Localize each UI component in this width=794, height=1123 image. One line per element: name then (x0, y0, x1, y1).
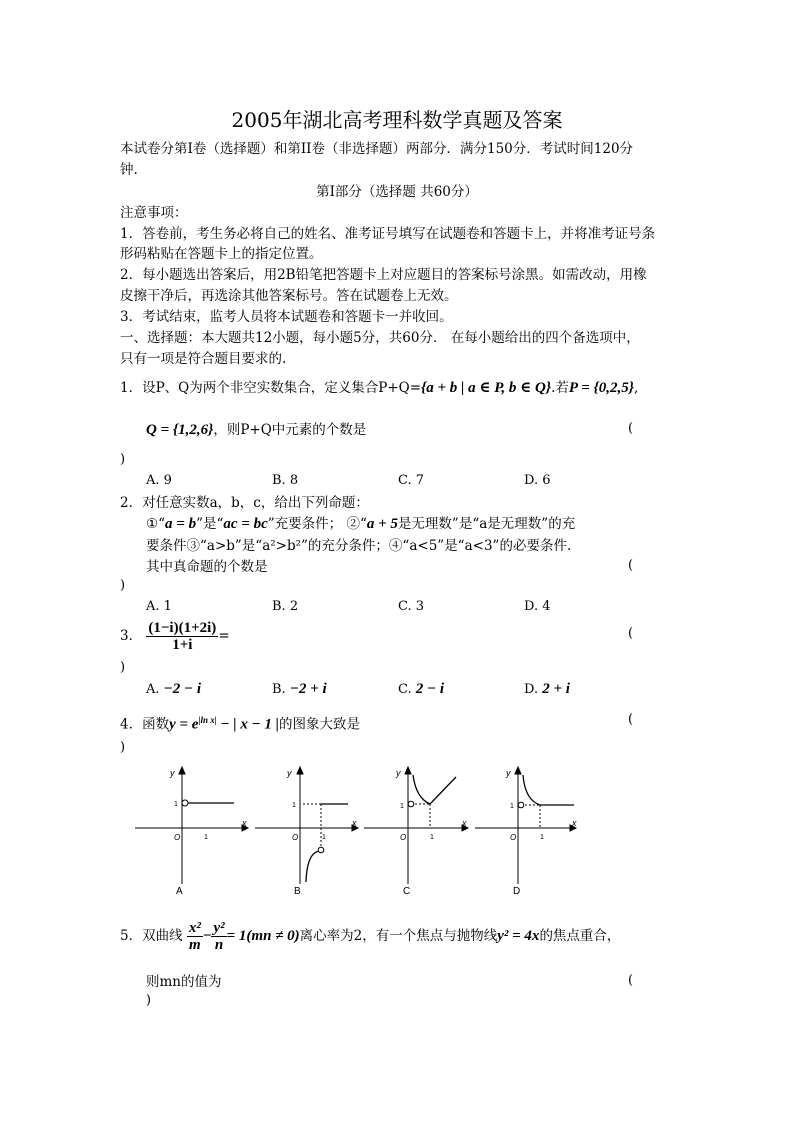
q5-mid: 离心率为2，有一个焦点与抛物线 (299, 928, 498, 944)
q3-option-d (524, 681, 570, 698)
graph-d-y-label: y (506, 768, 511, 778)
graph-a-one-x: 1 (204, 834, 208, 841)
q2-answer-paren-open: ( (628, 558, 634, 573)
graph-a-open-point (182, 800, 188, 806)
q4-graphs (130, 762, 600, 902)
q5-frac1-den: m (189, 937, 201, 953)
q3-equals: = (218, 628, 230, 644)
question-2-line-3: 其中真命题的个数是 (146, 559, 268, 575)
q3-option-b-value: −2 + i (289, 681, 327, 697)
q3-option-d-value: 2 + i (542, 681, 570, 697)
q1-comma: , (634, 380, 639, 396)
q3-denominator: 1+i (172, 637, 193, 653)
graph-a-one-y: 1 (174, 801, 178, 808)
q5-answer-paren-open: ( (628, 973, 634, 988)
note-3: 3．考试结束，监考人员将本试题卷和答题卡一并收回。 (120, 309, 453, 325)
q1-prefix: 1．设P、Q为两个非空实数集合，定义集合P+Q= (120, 380, 422, 396)
note-2-line-2: 皮擦干净后，再选涂其他答案标号。答在试题卷上无效。 (120, 288, 458, 304)
q2-math-1: a = b (165, 516, 197, 532)
graph-b-x-label: x (352, 818, 357, 828)
q1-answer-paren-close: ) (120, 452, 126, 467)
q1-tail: ，则P+Q中元素的个数是 (213, 422, 367, 438)
q3-option-b (272, 681, 327, 698)
question-1-line-2 (146, 420, 366, 440)
graph-a-y-arrow (179, 767, 185, 774)
q4-answer-paren-open: ( (628, 712, 634, 727)
graph-c-line (430, 777, 456, 804)
question-5-line-2: 则mn的值为 (146, 974, 222, 990)
q5-parabola: y² = 4x (497, 928, 540, 944)
graph-d-one-y: 1 (510, 803, 514, 810)
q3-option-b-letter: B. (272, 682, 286, 697)
q3-label: 3． (120, 628, 143, 644)
graph-d-one-x: 1 (540, 834, 544, 841)
graph-b-one-x: 1 (322, 834, 326, 841)
graph-c-one-y: 1 (400, 803, 404, 810)
q2-text-d: 是无理数”是“a是无理数”的充 (397, 516, 576, 532)
q2-option-b: B. 2 (272, 599, 299, 614)
graph-b-y-arrow (297, 767, 303, 774)
graph-c-origin: O (400, 833, 407, 842)
q3-option-a-letter: A. (146, 682, 160, 697)
graph-c-open-point (408, 801, 414, 807)
q5-rest: = 1(mn ≠ 0) (226, 928, 300, 944)
question-2-line-1 (146, 514, 575, 534)
graph-c-y-label: y (396, 768, 401, 778)
question-3 (120, 620, 230, 653)
q2-option-a: A. 1 (146, 599, 172, 614)
q5-prefix: 5．双曲线 (120, 928, 183, 944)
q3-answer-paren-open: ( (628, 626, 634, 641)
graph-b-curve (306, 851, 320, 882)
note-2-line-1: 2．每小题选出答案后，用2B铅笔把答题卡上对应题目的答案标号涂黑。如需改动，用橡 (120, 267, 647, 283)
q2-text-a: ①“ (146, 516, 166, 532)
graph-a-label: A (176, 886, 183, 897)
graph-c-curve (413, 775, 430, 804)
part-one-line-1: 一、选择题：本大题共12小题，每小题5分，共60分． 在每小题给出的四个备选项中， (120, 330, 640, 346)
graph-a-y-label: y (170, 768, 175, 778)
q2-option-d: D. 4 (524, 599, 551, 614)
q2-math-3: a + 5 (366, 516, 398, 532)
q5-minus: − (202, 928, 212, 944)
q4-expr-rest: − | x − 1 | (216, 716, 279, 733)
q3-numerator: (1−i)(1+2i) (148, 620, 217, 636)
question-4 (120, 710, 360, 735)
q3-option-a (146, 681, 201, 698)
graph-c-y-arrow (405, 767, 411, 774)
part-one-line-2: 只有一项是符合题目要求的. (120, 351, 287, 367)
intro-line-2: 钟. (120, 162, 138, 178)
q3-option-a-value: −2 − i (163, 681, 202, 697)
graph-d (475, 767, 576, 884)
page-title: 2005年湖北高考理科数学真题及答案 (231, 108, 563, 132)
q4-answer-paren-close: ) (120, 740, 126, 755)
section-heading: 第Ⅰ部分（选择题 共60分） (316, 184, 478, 200)
q1-set-def: {a + b | a ∈ P, b ∈ Q} (421, 380, 552, 396)
graph-d-label: D (513, 886, 521, 897)
graph-d-open-point (518, 802, 524, 808)
q1-q-set: Q = {1,2,6} (146, 422, 214, 438)
graph-b-open-point (318, 847, 324, 853)
graph-b-one-y: 1 (292, 802, 296, 809)
graph-b-y-label: y (287, 768, 292, 778)
q1-p-set: P = {0,2,5} (568, 380, 634, 396)
q2-option-c: C. 3 (398, 599, 425, 614)
question-1-line-1 (120, 378, 638, 398)
q1-option-b: B. 8 (272, 473, 299, 488)
q1-answer-paren-open: ( (628, 421, 634, 436)
q5-fraction-1 (187, 920, 203, 953)
graph-d-curve (523, 775, 540, 805)
q3-fraction (146, 620, 218, 653)
graph-d-y-arrow (515, 767, 521, 774)
graph-c-label: C (403, 886, 411, 897)
graph-b-origin: O (292, 833, 299, 842)
note-1-line-2: 形码粘贴在答题卡上的指定位置。 (120, 246, 323, 262)
graph-c-one-x: 1 (430, 834, 434, 841)
graph-b (255, 767, 358, 884)
intro-line-1: 本试卷分第Ⅰ卷（选择题）和第II卷（非选择题）两部分．满分150分．考试时间120分 (120, 141, 634, 157)
q5-answer-paren-close: ) (146, 993, 152, 1008)
q2-text-b: ”是“ (196, 516, 224, 532)
graph-a-x-label: x (242, 818, 247, 828)
q1-option-c: C. 7 (398, 473, 425, 488)
graph-d-origin: O (510, 833, 517, 842)
q2-answer-paren-close: ) (120, 578, 126, 593)
q2-math-2: ac = bc (223, 516, 268, 532)
graph-c (364, 767, 468, 884)
q4-expr-y: y = e (169, 716, 199, 733)
graph-a-origin: O (174, 833, 181, 842)
q3-option-c-value: 2 − i (415, 681, 445, 697)
q4-tail: 的图象大致是 (279, 716, 360, 733)
graph-b-label: B (294, 886, 301, 897)
q4-prefix: 4．函数 (120, 716, 170, 733)
q4-expr-exponent: |ln x| (198, 715, 217, 725)
q3-option-c-letter: C. (398, 682, 412, 697)
q5-frac2-den: n (214, 937, 224, 953)
question-2-prefix: 2．对任意实数a，b，c，给出下列命题： (120, 495, 369, 511)
q2-text-c: ”充要条件； ②“ (267, 516, 367, 532)
q3-option-c (398, 681, 444, 698)
question-5-line-1 (120, 920, 620, 953)
graph-c-x-label: x (462, 818, 467, 828)
graph-a (135, 767, 248, 884)
q5-tail: 的焦点重合， (539, 928, 621, 944)
question-2-line-2: 要条件③“a>b”是“a²>b²”的充分条件；④“a<5”是“a<3”的必要条件. (146, 538, 572, 554)
q1-option-d: D. 6 (524, 473, 551, 488)
q5-fraction-2 (211, 920, 226, 953)
q1-option-a: A. 9 (146, 473, 172, 488)
note-1-line-1: 1．答卷前，考生务必将自己的姓名、准考证号填写在试题卷和答题卡上，并将准考证号条 (120, 226, 656, 242)
q5-frac1-num: x² (188, 920, 201, 936)
q3-answer-paren-close: ) (120, 660, 126, 675)
q5-frac2-num: y² (213, 920, 225, 936)
graph-d-x-label: x (572, 818, 577, 828)
notes-heading: 注意事项： (120, 205, 188, 221)
q1-mid: .若 (551, 380, 569, 396)
q3-option-d-letter: D. (524, 682, 539, 697)
